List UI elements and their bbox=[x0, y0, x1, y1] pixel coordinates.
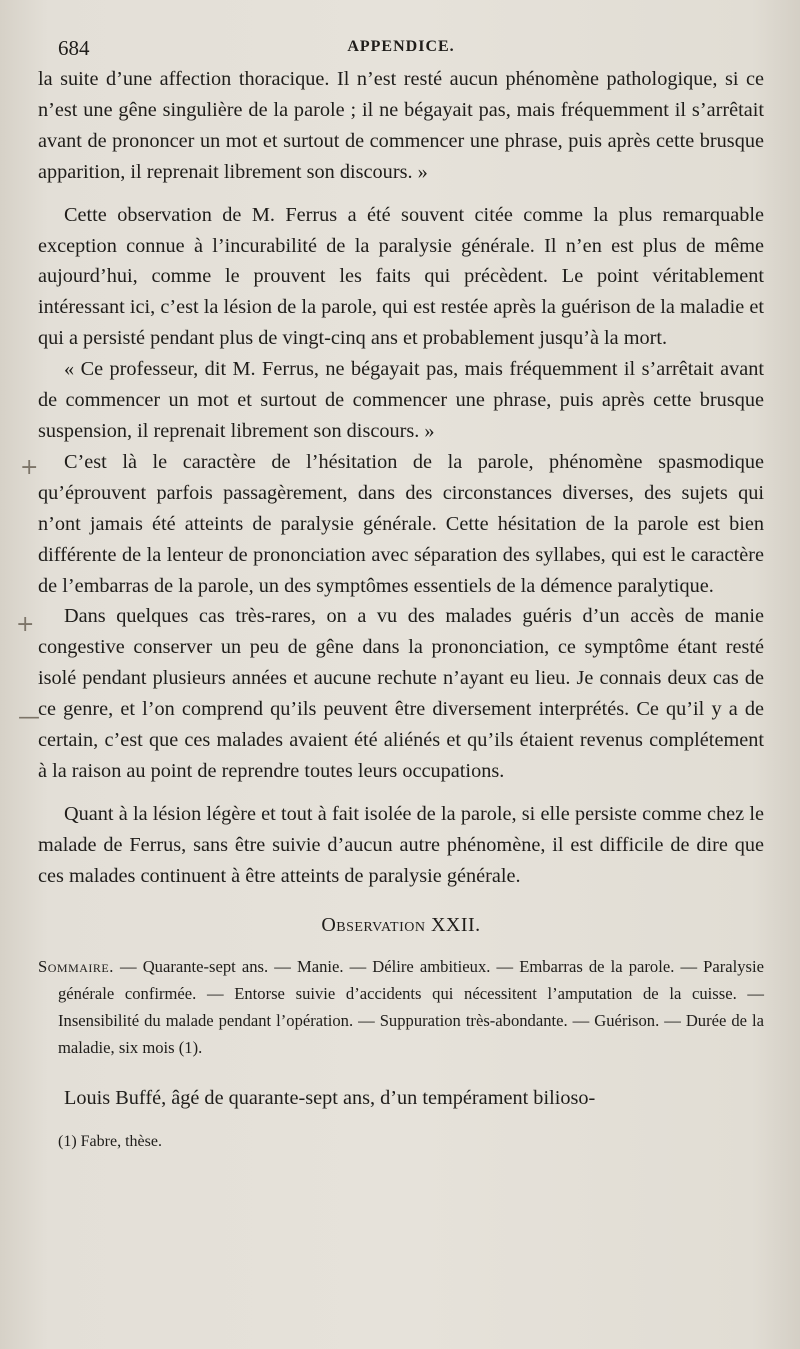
lead-paragraph: Louis Buffé, âgé de quarante-sept ans, d’un tempérament bilioso- bbox=[64, 1086, 596, 1109]
body-text bbox=[38, 64, 764, 892]
observation-title-word: Observation bbox=[321, 913, 426, 936]
summary-label: Sommaire. bbox=[38, 956, 114, 976]
margin-dash-mark: — bbox=[18, 705, 40, 730]
page-number: 684 bbox=[58, 36, 90, 60]
paragraph-6: Quant à la lésion légère et tout à fait isolée de la parole, si elle persiste comme chez le malade de Ferrus, sans être suivie d’aucun autre phénomène, il est difficile de dire que ces malades continuent à être atteints de paralysie générale. bbox=[38, 802, 764, 887]
footnote: (1) Fabre, thèse. bbox=[58, 1132, 162, 1150]
observation-title-number: XXII. bbox=[430, 913, 481, 936]
observation-summary bbox=[38, 953, 764, 1061]
margin-cross-mark: + bbox=[16, 612, 35, 637]
margin-cross-mark: + bbox=[20, 455, 39, 480]
paragraph-4: C’est là le caractère de l’hésitation de la parole, phénomène spasmodique qu’éprouvent parfois passagèrement, dans des circonstances diverses, des sujets qui n’ont jamais été atteints de paralysie générale. Cette hésitation de la parole est bien différente de la lenteur de prononciation avec séparation des syllabes, qui est le caractère de l’embarras de la parole, un des symptômes essentiels de la démence paralytique. bbox=[38, 450, 764, 597]
observation-title bbox=[38, 914, 764, 937]
paragraph-1: la suite d’une affection thoracique. Il n’est resté aucun phénomène pathologique, si ce n’est une gêne singulière de la parole ; il ne bégayait pas, mais fréquemment il s’arrêtait avant de prononcer un mot et surtout de commencer une phrase, puis après cette brusque apparition, il reprenait librement son discours. » bbox=[38, 68, 764, 183]
paragraph-5: Dans quelques cas très-rares, on a vu des malades guéris d’un accès de manie congestive conserver un peu de gêne dans la prononciation, ce symptôme étant resté isolé pendant plusieurs années et aucune rechute n’ayant eu lieu. Je connais deux cas de ce genre, et l’on comprend qu’ils peuvent être diversement interprétés. Ce qu’il y a de certain, c’est que ces malades avaient été aliénés et qu’ils étaient revenus complétement à la raison au point de reprendre toutes leurs occupations. bbox=[38, 605, 764, 782]
summary-text: — Quarante-sept ans. — Manie. — Délire ambitieux. — Embarras de la parole. — Paralysie générale confirmée. — Entorse suivie d’accidents qui nécessitent l’amputation de la cuisse. — Insensibilité du malade pendant l’opération. — Suppuration très-abondante. — Guérison. — Durée de la maladie, six mois (1). bbox=[58, 956, 764, 1057]
page-header bbox=[38, 30, 764, 64]
paragraph-3: « Ce professeur, dit M. Ferrus, ne bégayait pas, mais fréquemment il s’arrêtait avant de commencer un mot et surtout de commencer une phrase, puis après cette brusque suspension, il reprenait librement son discours. » bbox=[38, 358, 764, 442]
running-head: APPENDICE. bbox=[347, 38, 455, 55]
paragraph-2: Cette observation de M. Ferrus a été souvent citée comme la plus remarquable exception connue à l’incurabilité de la paralysie générale. Il n’en est plus de même aujourd’hui, comme le prouvent les faits qui précèdent. Le point véritablement intéressant ici, c’est la lésion de la parole, qui est restée après la guérison de la maladie et qui a persisté pendant plus de vingt-cinq ans et probablement jusqu’à la mort. bbox=[38, 203, 764, 350]
